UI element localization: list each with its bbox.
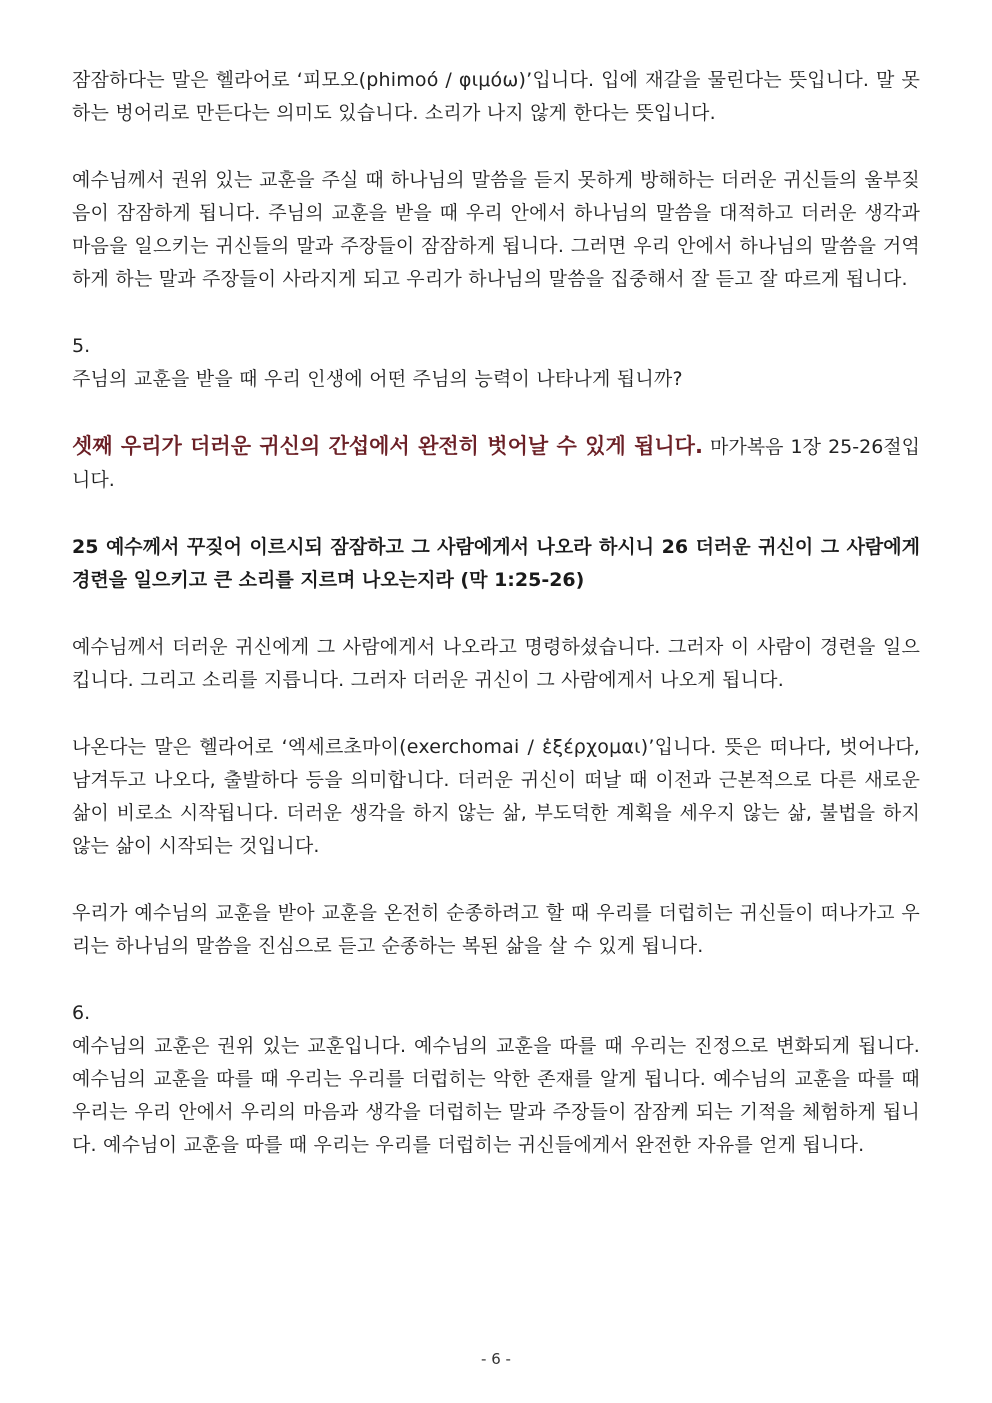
page-number: - 6 - xyxy=(481,1350,511,1368)
paragraph-obedience: 우리가 예수님의 교훈을 받아 교훈을 온전히 순종하려고 할 때 우리를 더럽히는 귀신들이 떠나가고 우리는 하나님의 말씀을 진심으로 듣고 순종하는 복된 삶을 살 수 있게 됩니다. xyxy=(72,902,920,957)
question-5: 주님의 교훈을 받을 때 우리 인생에 어떤 주님의 능력이 나타나게 됩니까? xyxy=(72,368,683,390)
paragraph-exerchomai: 나온다는 말은 헬라어로 ‘엑세르초마이(exerchomai / ἐξέρχομαι)’입니다. 뜻은 떠나다, 벗어나다, 남겨두고 나오다, 출발하다 등을 의미합니다. 더러운 귀신이 떠날 때 이전과 근본적으로 다른 새로운 삶이 비로소 시작됩니다. 더러운 생각을 하지 않는 삶, 부도덕한 계획을 세우지 않는 삶, 불법을 하지 않는 삶이 시작되는 것입니다. xyxy=(72,736,920,857)
document-page xyxy=(72,64,920,1162)
question-number-5: 5. xyxy=(72,335,91,357)
question-number-6: 6. xyxy=(72,1002,91,1024)
paragraph-conclusion: 예수님의 교훈은 권위 있는 교훈입니다. 예수님의 교훈을 따를 때 우리는 진정으로 변화되게 됩니다. 예수님의 교훈을 따를 때 우리는 우리를 더럽히는 악한 존재를 알게 됩니다. 예수님의 교훈을 따를 때 우리는 우리 안에서 우리의 마음과 생각을 더럽히는 말과 주장들이 잠잠케 되는 기적을 체험하게 됩니다. 예수님이 교훈을 따를 때 우리는 우리를 더럽히는 귀신들에게서 완전한 자유를 얻게 됩니다. xyxy=(72,1035,920,1156)
section-heading-title: 셋째 우리가 더러운 귀신의 간섭에서 완전히 벗어날 수 있게 됩니다. xyxy=(72,434,703,458)
scripture-quote: 25 예수께서 꾸짖어 이르시되 잠잠하고 그 사람에게서 나오라 하시니 26 더러운 귀신이 그 사람에게 경련을 일으키고 큰 소리를 지르며 나오는지라 (막 1:25-26) xyxy=(72,536,920,591)
section-heading-third xyxy=(72,430,920,497)
paragraph-silence: 예수님께서 권위 있는 교훈을 주실 때 하나님의 말씀을 듣지 못하게 방해하는 더러운 귀신들의 울부짖음이 잠잠하게 됩니다. 주님의 교훈을 받을 때 우리 안에서 하나님의 말씀을 대적하고 더러운 생각과 마음을 일으키는 귀신들의 말과 주장들이 잠잠하게 됩니다. 그러면 우리 안에서 하나님의 말씀을 거역하게 하는 말과 주장들이 사라지게 되고 우리가 하나님의 말씀을 집중해서 잘 듣고 잘 따르게 됩니다. xyxy=(72,169,920,290)
paragraph-phimoo: 잠잠하다는 말은 헬라어로 ‘피모오(phimoó / φιμόω)’입니다. 입에 재갈을 물린다는 뜻입니다. 말 못하는 벙어리로 만든다는 의미도 있습니다. 소리가 나지 않게 한다는 뜻입니다. xyxy=(72,69,920,124)
paragraph-command: 예수님께서 더러운 귀신에게 그 사람에게서 나오라고 명령하셨습니다. 그러자 이 사람이 경련을 일으킵니다. 그리고 소리를 지릅니다. 그러자 더러운 귀신이 그 사람에게서 나오게 됩니다. xyxy=(72,636,920,691)
section-heading-reference: 마가복음 1장 25-26절입니다. xyxy=(72,436,920,491)
